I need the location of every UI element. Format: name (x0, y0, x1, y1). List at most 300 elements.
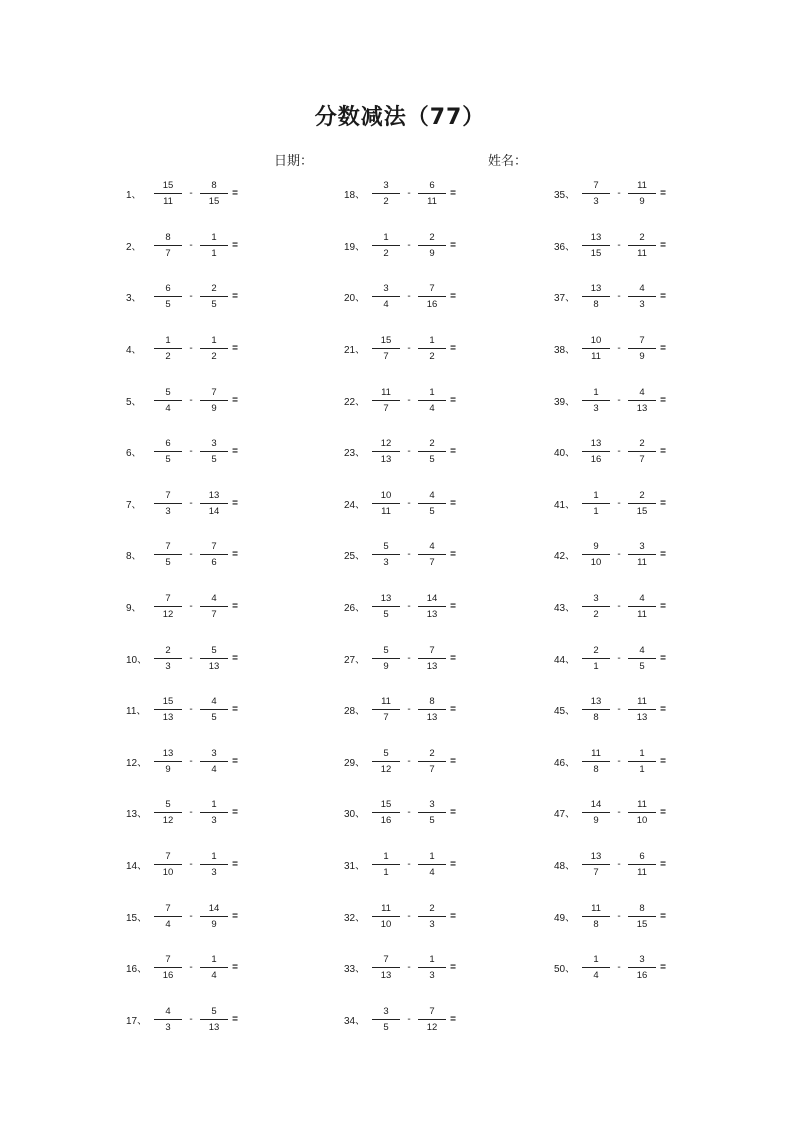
numerator: 5 (200, 1006, 228, 1020)
numerator: 13 (200, 490, 228, 504)
equals-sign: = (232, 188, 238, 200)
numerator: 2 (154, 645, 182, 659)
numerator: 3 (200, 438, 228, 452)
problem-item (126, 271, 326, 323)
numerator: 3 (582, 593, 610, 607)
problem-item (344, 323, 544, 375)
numerator: 1 (154, 335, 182, 349)
problem-number: 38、 (554, 345, 576, 357)
equals-sign: = (450, 807, 456, 819)
minus-sign: - (189, 910, 193, 922)
problem-number: 31、 (344, 861, 366, 873)
fraction-a (372, 954, 400, 981)
denominator: 3 (429, 970, 435, 982)
denominator: 2 (383, 247, 389, 259)
denominator: 1 (383, 867, 389, 879)
denominator: 11 (637, 867, 647, 879)
fraction-a (372, 696, 400, 723)
fraction-b (418, 387, 446, 414)
problem-item (344, 478, 544, 530)
equals-sign: = (660, 807, 666, 819)
denominator: 2 (211, 351, 217, 363)
denominator: 8 (593, 712, 599, 724)
numerator: 1 (200, 799, 228, 813)
fraction-a (372, 851, 400, 878)
minus-sign: - (617, 343, 621, 355)
equals-sign: = (660, 497, 666, 509)
minus-sign: - (617, 497, 621, 509)
numerator: 7 (200, 541, 228, 555)
denominator: 8 (593, 299, 599, 311)
minus-sign: - (189, 807, 193, 819)
fraction-b (200, 903, 228, 930)
fraction-b (628, 593, 656, 620)
fraction-b (628, 799, 656, 826)
problem-column-3 (554, 168, 754, 994)
denominator: 11 (163, 196, 173, 208)
equals-sign: = (232, 652, 238, 664)
fraction-a (372, 593, 400, 620)
problem-item (554, 581, 754, 633)
numerator: 7 (154, 954, 182, 968)
denominator: 15 (208, 196, 220, 208)
equals-sign: = (660, 446, 666, 458)
numerator: 1 (418, 851, 446, 865)
problem-item (554, 684, 754, 736)
denominator: 9 (211, 402, 217, 414)
numerator: 7 (154, 593, 182, 607)
equals-sign: = (660, 291, 666, 303)
fraction-a (372, 490, 400, 517)
denominator: 1 (211, 247, 217, 259)
problem-number: 39、 (554, 396, 576, 408)
fraction-b (628, 645, 656, 672)
minus-sign: - (617, 755, 621, 767)
fraction-b (200, 490, 228, 517)
denominator: 11 (637, 557, 647, 569)
numerator: 5 (154, 799, 182, 813)
fraction-a (372, 1006, 400, 1033)
fraction-b (200, 593, 228, 620)
numerator: 15 (372, 335, 400, 349)
fraction-a (154, 232, 182, 259)
fraction-a (582, 283, 610, 310)
page-title: 分数减法（77） (314, 105, 486, 130)
problem-item (126, 581, 326, 633)
denominator: 16 (162, 970, 174, 982)
fraction-a (372, 335, 400, 362)
numerator: 4 (154, 1006, 182, 1020)
denominator: 3 (593, 402, 599, 414)
equals-sign: = (660, 239, 666, 251)
problem-item (126, 684, 326, 736)
denominator: 7 (383, 712, 389, 724)
fraction-a (372, 180, 400, 207)
numerator: 8 (154, 232, 182, 246)
fraction-b (418, 1006, 446, 1033)
numerator: 8 (418, 696, 446, 710)
minus-sign: - (617, 601, 621, 613)
numerator: 3 (372, 180, 400, 194)
fraction-b (418, 748, 446, 775)
problem-number: 23、 (344, 448, 366, 460)
equals-sign: = (450, 704, 456, 716)
minus-sign: - (407, 962, 411, 974)
problem-number: 11、 (126, 706, 147, 718)
denominator: 12 (380, 763, 392, 775)
denominator: 5 (383, 1021, 389, 1033)
problem-number: 27、 (344, 654, 366, 666)
denominator: 9 (429, 247, 435, 259)
denominator: 6 (211, 557, 217, 569)
equals-sign: = (232, 497, 238, 509)
denominator: 13 (208, 660, 220, 672)
minus-sign: - (407, 859, 411, 871)
denominator: 13 (208, 1021, 220, 1033)
minus-sign: - (189, 394, 193, 406)
minus-sign: - (189, 755, 193, 767)
equals-sign: = (450, 601, 456, 613)
fraction-a (372, 799, 400, 826)
numerator: 10 (372, 490, 400, 504)
fraction-b (628, 387, 656, 414)
fraction-b (200, 438, 228, 465)
numerator: 6 (154, 283, 182, 297)
equals-sign: = (232, 859, 238, 871)
numerator: 2 (418, 438, 446, 452)
problem-item (344, 632, 544, 684)
numerator: 7 (418, 645, 446, 659)
problem-number: 34、 (344, 1015, 366, 1027)
numerator: 7 (200, 387, 228, 401)
problem-number: 33、 (344, 964, 366, 976)
fraction-b (418, 438, 446, 465)
fraction-b (200, 696, 228, 723)
numerator: 3 (628, 954, 656, 968)
equals-sign: = (232, 910, 238, 922)
date-label: 日期： (274, 154, 314, 169)
equals-sign: = (232, 291, 238, 303)
equals-sign: = (232, 1013, 238, 1025)
minus-sign: - (189, 1013, 193, 1025)
denominator: 10 (162, 867, 174, 879)
minus-sign: - (407, 549, 411, 561)
numerator: 8 (200, 180, 228, 194)
problem-item (126, 168, 326, 220)
numerator: 13 (154, 748, 182, 762)
problem-item (344, 271, 544, 323)
equals-sign: = (450, 1013, 456, 1025)
problem-number: 46、 (554, 757, 576, 769)
equals-sign: = (660, 859, 666, 871)
denominator: 2 (593, 609, 599, 621)
numerator: 7 (154, 490, 182, 504)
fraction-b (200, 748, 228, 775)
fraction-a (582, 387, 610, 414)
minus-sign: - (407, 910, 411, 922)
numerator: 13 (372, 593, 400, 607)
denominator: 10 (590, 557, 602, 569)
numerator: 1 (628, 748, 656, 762)
denominator: 3 (211, 815, 217, 827)
numerator: 3 (200, 748, 228, 762)
problem-number: 48、 (554, 861, 576, 873)
problem-item (554, 942, 754, 994)
fraction-b (418, 335, 446, 362)
problem-item (554, 271, 754, 323)
problem-number: 32、 (344, 912, 366, 924)
denominator: 10 (636, 815, 648, 827)
problem-item (126, 787, 326, 839)
fraction-b (418, 645, 446, 672)
fraction-a (154, 799, 182, 826)
fraction-a (582, 541, 610, 568)
problem-item (344, 994, 544, 1046)
numerator: 13 (582, 283, 610, 297)
fraction-a (582, 748, 610, 775)
numerator: 3 (372, 283, 400, 297)
denominator: 13 (426, 712, 438, 724)
problem-number: 6、 (126, 448, 142, 460)
denominator: 3 (211, 867, 217, 879)
equals-sign: = (660, 188, 666, 200)
problem-number: 50、 (554, 964, 576, 976)
fraction-b (200, 387, 228, 414)
fraction-b (418, 954, 446, 981)
numerator: 1 (200, 954, 228, 968)
numerator: 1 (372, 851, 400, 865)
minus-sign: - (407, 497, 411, 509)
problem-item (126, 426, 326, 478)
numerator: 1 (418, 335, 446, 349)
denominator: 15 (590, 247, 602, 259)
problem-number: 5、 (126, 396, 142, 408)
fraction-a (582, 799, 610, 826)
problem-item (344, 374, 544, 426)
denominator: 2 (383, 196, 389, 208)
denominator: 16 (380, 815, 392, 827)
fraction-b (628, 232, 656, 259)
numerator: 7 (418, 1006, 446, 1020)
equals-sign: = (232, 549, 238, 561)
problem-number: 28、 (344, 706, 366, 718)
denominator: 5 (429, 815, 435, 827)
numerator: 15 (372, 799, 400, 813)
numerator: 11 (582, 748, 610, 762)
equals-sign: = (450, 291, 456, 303)
minus-sign: - (407, 704, 411, 716)
equals-sign: = (660, 910, 666, 922)
minus-sign: - (407, 1013, 411, 1025)
minus-sign: - (617, 962, 621, 974)
fraction-a (372, 387, 400, 414)
minus-sign: - (617, 652, 621, 664)
numerator: 4 (200, 696, 228, 710)
fraction-b (628, 748, 656, 775)
problem-item (126, 839, 326, 891)
numerator: 5 (154, 387, 182, 401)
fraction-b (418, 490, 446, 517)
minus-sign: - (617, 910, 621, 922)
problem-number: 37、 (554, 293, 576, 305)
minus-sign: - (617, 239, 621, 251)
denominator: 1 (593, 660, 599, 672)
denominator: 3 (165, 505, 171, 517)
fraction-b (628, 541, 656, 568)
equals-sign: = (232, 343, 238, 355)
fraction-a (372, 748, 400, 775)
denominator: 13 (162, 712, 174, 724)
fraction-a (154, 335, 182, 362)
equals-sign: = (660, 394, 666, 406)
denominator: 4 (165, 918, 171, 930)
minus-sign: - (189, 291, 193, 303)
minus-sign: - (407, 394, 411, 406)
denominator: 5 (639, 660, 645, 672)
fraction-a (154, 490, 182, 517)
fraction-a (372, 283, 400, 310)
minus-sign: - (189, 652, 193, 664)
numerator: 1 (582, 387, 610, 401)
problem-number: 16、 (126, 964, 148, 976)
denominator: 3 (165, 660, 171, 672)
problem-number: 3、 (126, 293, 142, 305)
denominator: 4 (429, 867, 435, 879)
minus-sign: - (407, 601, 411, 613)
numerator: 11 (372, 696, 400, 710)
denominator: 7 (211, 609, 217, 621)
equals-sign: = (660, 704, 666, 716)
equals-sign: = (232, 755, 238, 767)
problem-item (554, 323, 754, 375)
problem-number: 26、 (344, 603, 366, 615)
denominator: 7 (639, 454, 645, 466)
problem-item (126, 478, 326, 530)
numerator: 15 (154, 180, 182, 194)
denominator: 11 (427, 196, 437, 208)
denominator: 2 (165, 351, 171, 363)
problem-number: 43、 (554, 603, 576, 615)
fraction-a (154, 438, 182, 465)
minus-sign: - (189, 859, 193, 871)
numerator: 5 (200, 645, 228, 659)
denominator: 11 (381, 505, 391, 517)
minus-sign: - (189, 343, 193, 355)
denominator: 7 (165, 247, 171, 259)
fraction-a (582, 851, 610, 878)
fraction-a (582, 490, 610, 517)
fraction-a (582, 903, 610, 930)
fraction-b (418, 903, 446, 930)
fraction-b (418, 541, 446, 568)
denominator: 8 (593, 763, 599, 775)
denominator: 4 (211, 970, 217, 982)
numerator: 11 (372, 387, 400, 401)
denominator: 13 (636, 712, 648, 724)
problem-number: 12、 (126, 757, 148, 769)
fraction-a (154, 903, 182, 930)
numerator: 11 (628, 696, 656, 710)
numerator: 5 (372, 645, 400, 659)
minus-sign: - (617, 188, 621, 200)
fraction-b (418, 851, 446, 878)
problem-number: 8、 (126, 551, 142, 563)
minus-sign: - (189, 962, 193, 974)
equals-sign: = (450, 962, 456, 974)
problem-number: 41、 (554, 499, 576, 511)
numerator: 2 (582, 645, 610, 659)
fraction-b (200, 180, 228, 207)
fraction-a (372, 541, 400, 568)
equals-sign: = (232, 446, 238, 458)
problem-number: 21、 (344, 345, 366, 357)
denominator: 10 (380, 918, 392, 930)
equals-sign: = (232, 394, 238, 406)
denominator: 13 (636, 402, 648, 414)
numerator: 11 (372, 903, 400, 917)
denominator: 2 (429, 351, 435, 363)
denominator: 1 (593, 505, 599, 517)
problem-item (554, 529, 754, 581)
minus-sign: - (407, 446, 411, 458)
denominator: 13 (426, 609, 438, 621)
denominator: 5 (383, 609, 389, 621)
minus-sign: - (189, 446, 193, 458)
fraction-a (154, 283, 182, 310)
fraction-a (372, 903, 400, 930)
fraction-b (200, 335, 228, 362)
fraction-b (628, 283, 656, 310)
fraction-a (582, 696, 610, 723)
fraction-a (582, 232, 610, 259)
equals-sign: = (232, 601, 238, 613)
fraction-a (154, 954, 182, 981)
denominator: 12 (162, 609, 174, 621)
problem-number: 1、 (126, 190, 142, 202)
problem-number: 42、 (554, 551, 576, 563)
fraction-b (628, 490, 656, 517)
fraction-a (154, 696, 182, 723)
problem-number: 2、 (126, 241, 142, 253)
denominator: 14 (208, 505, 220, 517)
denominator: 9 (211, 918, 217, 930)
denominator: 12 (162, 815, 174, 827)
fraction-a (582, 954, 610, 981)
problem-number: 10、 (126, 654, 148, 666)
denominator: 7 (593, 867, 599, 879)
problem-item (126, 323, 326, 375)
equals-sign: = (232, 962, 238, 974)
fraction-b (200, 1006, 228, 1033)
denominator: 3 (639, 299, 645, 311)
numerator: 5 (372, 748, 400, 762)
problem-item (344, 426, 544, 478)
denominator: 9 (639, 196, 645, 208)
problem-item (554, 839, 754, 891)
minus-sign: - (617, 291, 621, 303)
denominator: 9 (165, 763, 171, 775)
equals-sign: = (660, 601, 666, 613)
numerator: 4 (200, 593, 228, 607)
numerator: 14 (418, 593, 446, 607)
numerator: 1 (200, 851, 228, 865)
numerator: 2 (628, 438, 656, 452)
denominator: 8 (593, 918, 599, 930)
fraction-a (582, 593, 610, 620)
numerator: 11 (628, 180, 656, 194)
numerator: 4 (418, 541, 446, 555)
denominator: 5 (211, 454, 217, 466)
